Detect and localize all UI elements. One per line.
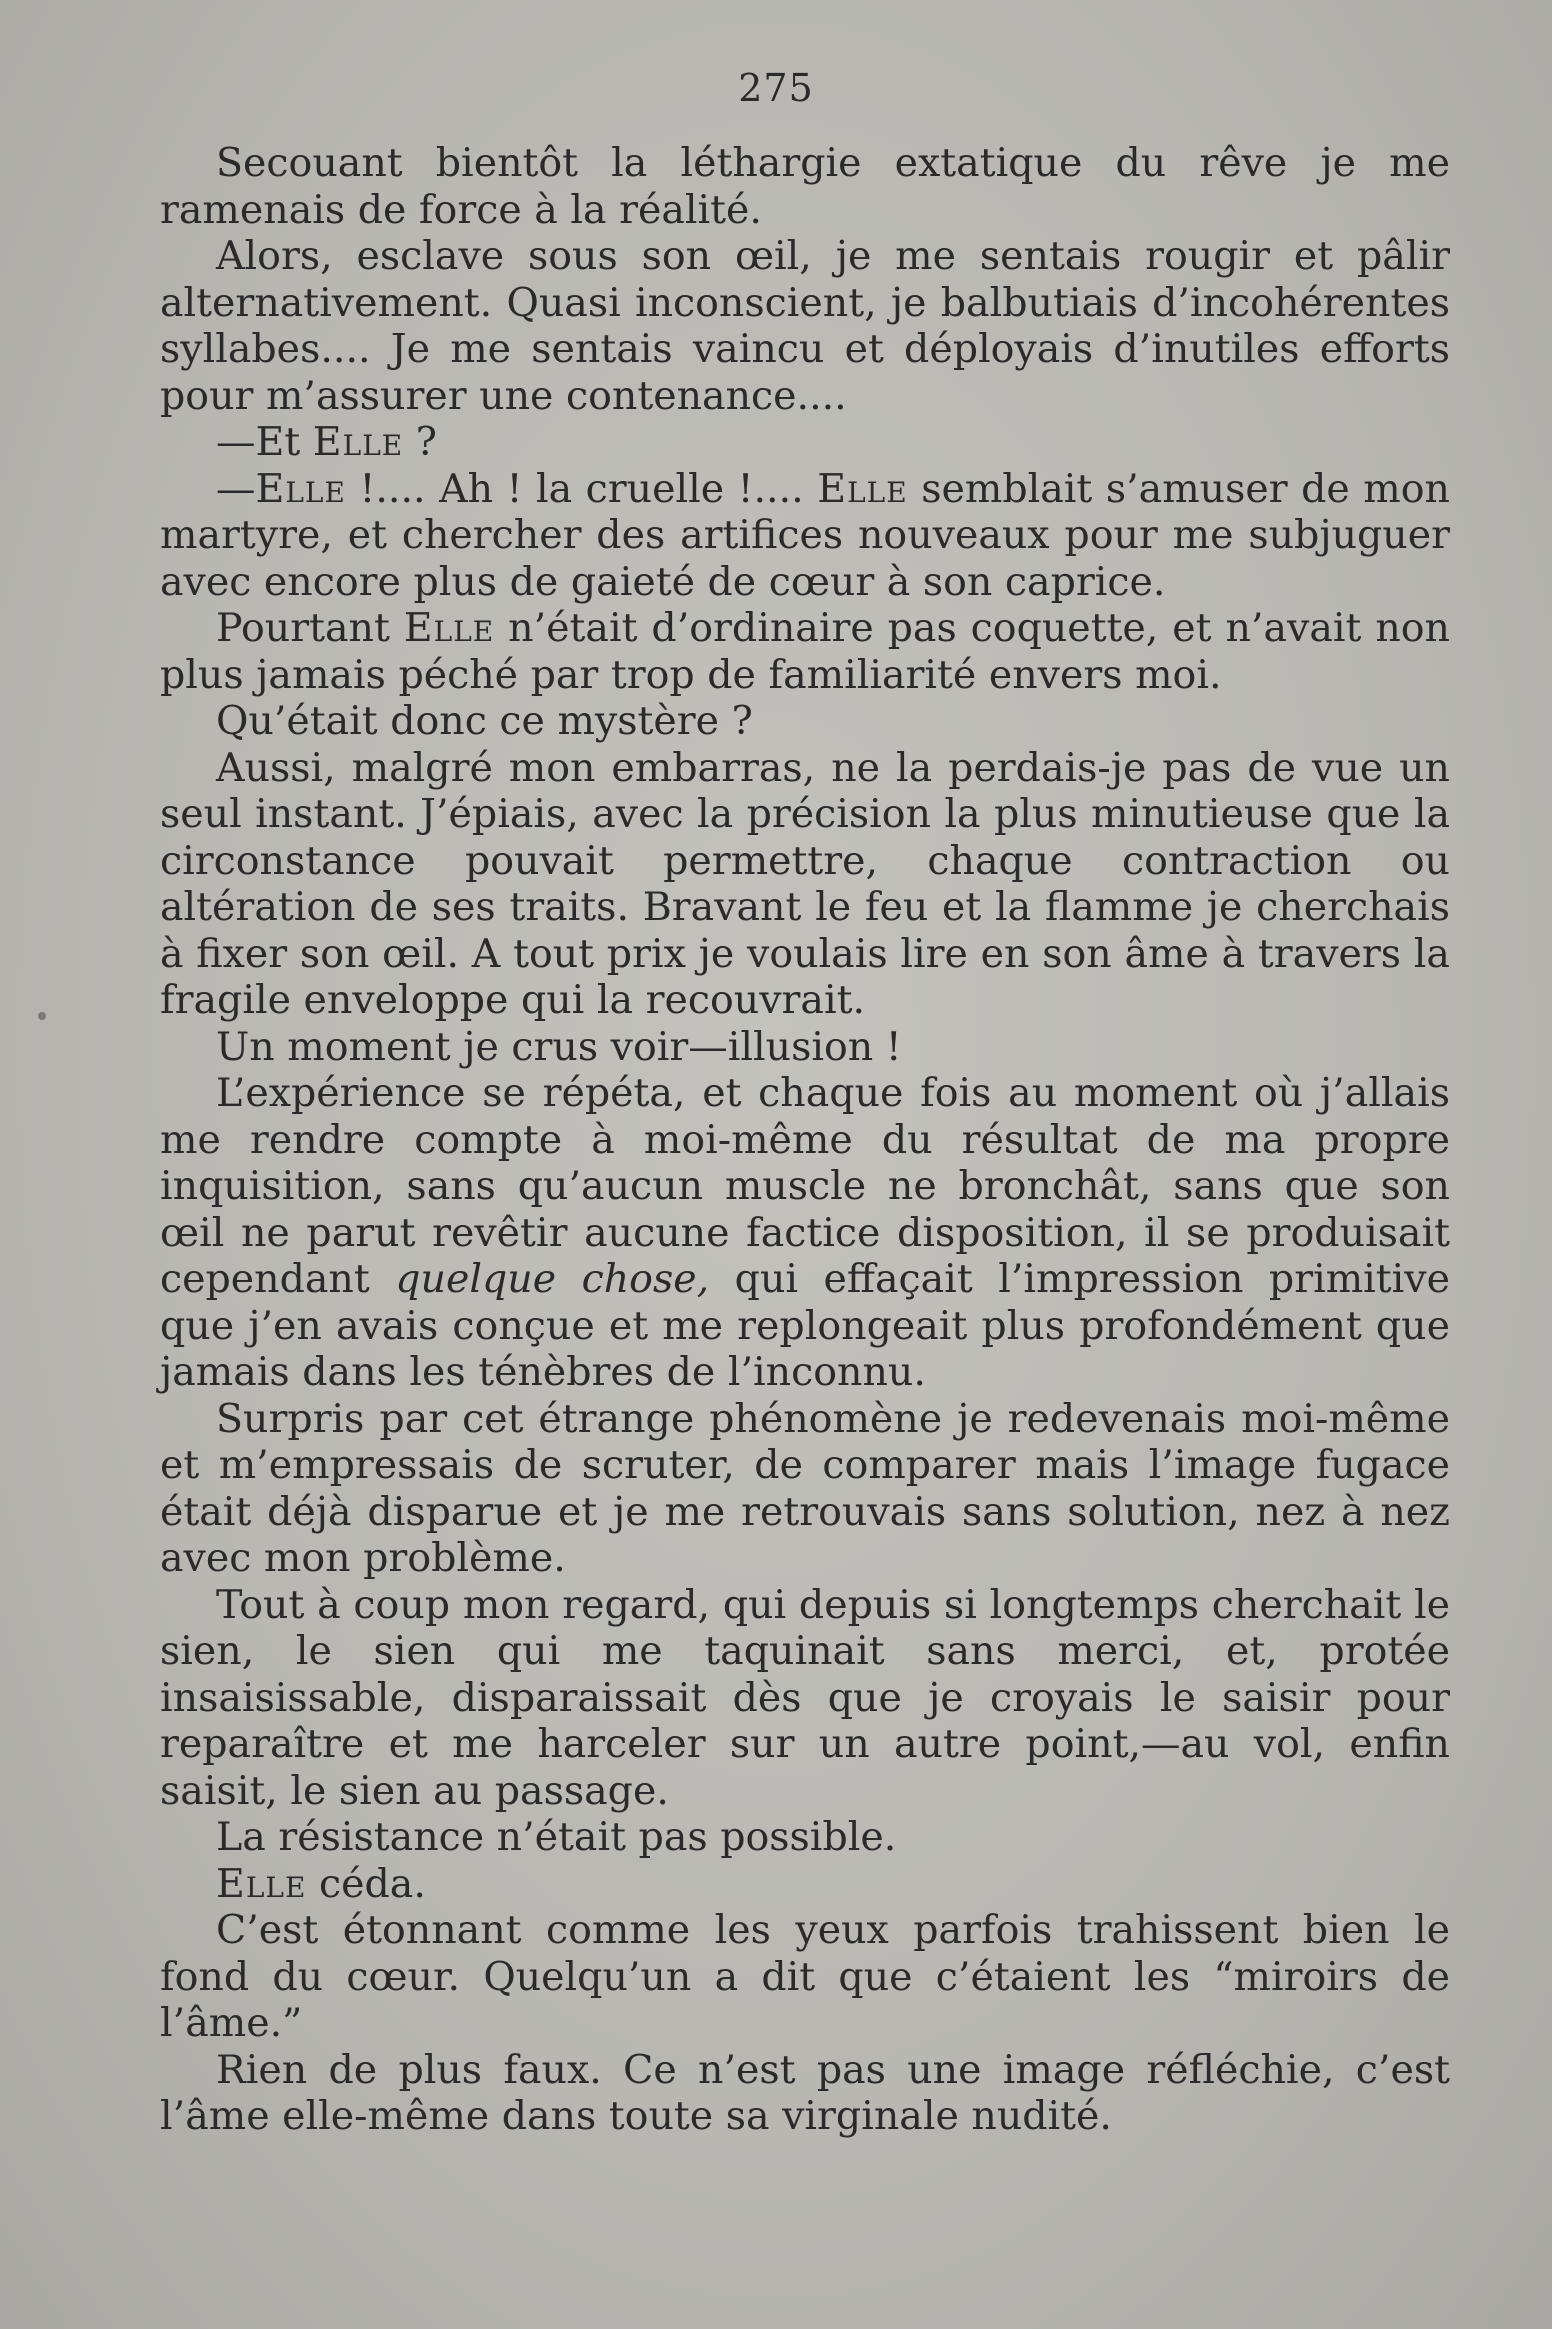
paragraph-12: La résistance n’était pas possible. bbox=[216, 1814, 897, 1860]
paragraph-1: Secouant bientôt la léthargie extatique du rêve je me ramenais de force à la réalité. bbox=[160, 140, 1450, 233]
paragraph-14: C’est étonnant comme les yeux parfois trahissent bien le fond du cœur. Quelqu’un a dit que c’étaient les “miroirs de l’âme.” bbox=[160, 1907, 1450, 2046]
paragraph-9: L’expérience se répéta, et chaque fois au moment où j’allais me rendre compte à moi-même du résultat de ma propre inquisition, sans qu’aucun muscle ne bronchât, sans que son œil ne parut revêtir aucune factice disposition, il se produisait cependant quelque chose, qui effaçait l’impression primitive que j’en avais conçue et me replongeait plus profondément que jamais dans les ténèbres de l’inconnu. bbox=[160, 1070, 1450, 1395]
paragraph-10: Surpris par cet étrange phénomène je redevenais moi-même et m’empressais de scruter, de comparer mais l’image fugace était déjà disparue et je me retrouvais sans solution, nez à nez avec mon problème. bbox=[160, 1395, 1450, 1581]
page-number: 275 bbox=[738, 66, 814, 110]
paragraph-13: Elle céda. bbox=[216, 1860, 426, 1907]
paragraph-7: Aussi, malgré mon embarras, ne la perdais-je pas de vue un seul instant. J’épiais, avec la précision la plus minutieuse que la circonstance pouvait permettre, chaque contraction ou altération de ses traits. Bravant le feu et la flamme je cherchais à fixer son œil. A tout prix je voulais lire en son âme à travers la fragile enveloppe qui la recouvrait. bbox=[160, 744, 1450, 1023]
paragraph-8: Un moment je crus voir—illusion ! bbox=[216, 1023, 902, 1070]
paragraph-15: Rien de plus faux. Ce n’est pas une image réfléchie, c’est l’âme elle-même dans toute sa virginale nudité. bbox=[160, 2046, 1450, 2139]
margin-speck bbox=[38, 1012, 46, 1020]
paragraph-3: —Et Elle ? bbox=[216, 419, 437, 465]
paragraph-6: Qu’était donc ce mystère ? bbox=[216, 698, 753, 744]
paragraph-11: Tout à coup mon regard, qui depuis si longtemps cherchait le sien, le sien qui me taquinait sans merci, et, protée insaisissable, disparaissait dès que je croyais le saisir pour reparaître et me harceler sur un autre point,—au vol, enfin saisit, le sien au passage. bbox=[160, 1581, 1450, 1814]
paragraph-5: Pourtant Elle n’était d’ordinaire pas coquette, et n’avait non plus jamais péché par trop de familiarité envers moi. bbox=[160, 605, 1450, 698]
paragraph-4: —Elle !.... Ah ! la cruelle !.... Elle semblait s’amuser de mon martyre, et chercher des artifices nouveaux pour me subjuguer avec encore plus de gaieté de cœur à son caprice. bbox=[160, 465, 1450, 605]
paragraph-2: Alors, esclave sous son œil, je me sentais rougir et pâlir alternativement. Quasi inconscient, je balbutiais d’incohérentes syllabes.... Je me sentais vaincu et déployais d’inutiles efforts pour m’assurer une contenance.... bbox=[160, 233, 1450, 419]
body-text bbox=[160, 140, 1450, 2140]
